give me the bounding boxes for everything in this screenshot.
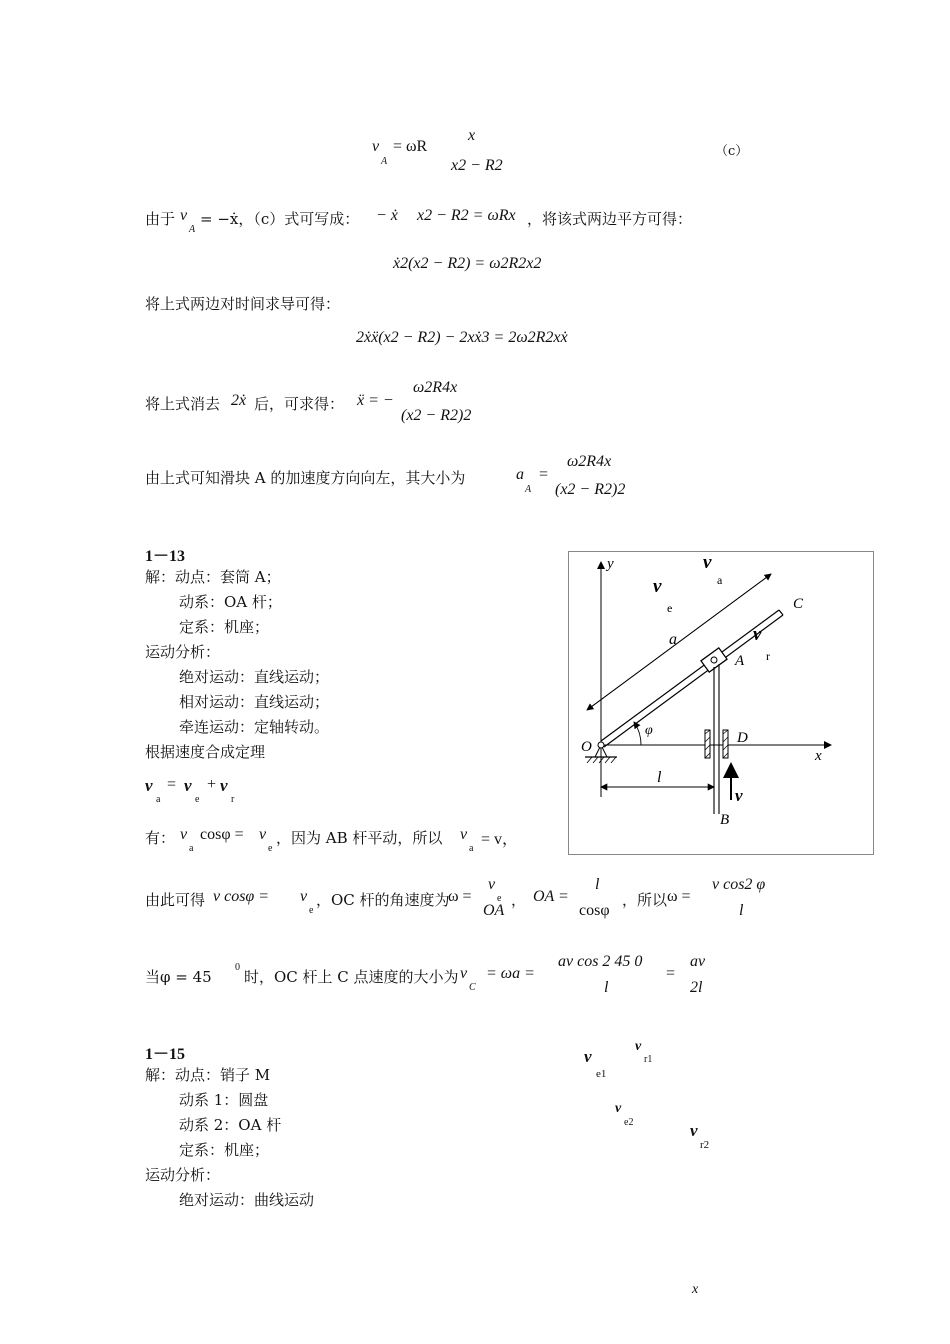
label-x: x [815, 748, 822, 764]
sec13-line: 绝对运动：直线运动； [179, 668, 330, 686]
acc-num: ω2R4x [567, 453, 612, 470]
label-b: B [720, 812, 730, 828]
sec13-line: 根据速度合成定理 [145, 743, 266, 761]
guide-d [705, 730, 728, 758]
label-phi: φ [645, 723, 653, 738]
sec13-line: 定系：机座； [179, 618, 270, 636]
label-ve2-sub: e2 [624, 1117, 634, 1128]
label-d: D [737, 730, 748, 746]
cancel-p3: 后，可求得： [254, 395, 345, 413]
line2-part3: − ẋ [376, 207, 398, 224]
final-f2n: av [690, 953, 706, 970]
have-p2: cosφ = [200, 826, 244, 843]
derive-p5: ，所以 [622, 891, 668, 909]
label-a-point: A [735, 653, 745, 669]
derive-ves: e [309, 905, 314, 916]
label-vr2-sub: r2 [700, 1139, 710, 1151]
line2-v-sub: A [189, 224, 196, 235]
label-vr1: v [635, 1039, 642, 1054]
sec13-line: 动系：OA 杆； [179, 593, 282, 611]
sec13-line: 相对运动：直线运动； [179, 693, 330, 711]
eq-square: ẋ2(x2 − R2) = ω2R2x2 [393, 255, 542, 272]
vsum-vr: v [220, 776, 228, 795]
vsum-vr-sub: r [231, 794, 235, 805]
angle-phi-arc [634, 722, 641, 745]
have-v1: v [180, 826, 188, 843]
derive-p1: 由此可得 [145, 891, 206, 909]
cancel-num: ω2R4x [413, 379, 458, 396]
line2-part4: x2 − R2 = ωRx [417, 207, 516, 224]
label-o: O [581, 739, 592, 755]
label-vr1-sub: r1 [644, 1054, 653, 1065]
pivot-o [598, 742, 604, 748]
derive-w2: ω = [667, 888, 691, 905]
have-p4: = v， [481, 831, 519, 848]
label-vr2: v [690, 1121, 698, 1140]
have-p1: 有： [145, 829, 176, 847]
vsum-ve: v [184, 776, 192, 795]
mechanism-diagram [569, 552, 873, 854]
derive-w: ω = [448, 888, 472, 905]
label-ve-sub: e [667, 601, 673, 615]
vsum-eq: = [167, 776, 177, 793]
derive-f2n: l [595, 876, 600, 893]
sec15-line: 解：动点：销子 M [145, 1066, 271, 1084]
cancel-den: (x2 − R2)2 [401, 407, 472, 424]
acc-eq: = [539, 466, 549, 483]
final-p1: 当φ = 45 [145, 968, 212, 986]
derive-f1ns: e [497, 893, 502, 904]
derive-f1d: OA [483, 902, 505, 919]
sec15-line: 绝对运动：曲线运动 [179, 1191, 315, 1209]
line2-v: v [180, 207, 188, 224]
derive-ve: v [300, 888, 308, 905]
label-l-length: l [657, 769, 662, 786]
section-1-15-title: 1－15 [145, 1046, 186, 1063]
have-p3: ，因为 AB 杆平动，所以 [276, 829, 443, 847]
label-va: v [703, 552, 712, 573]
label-ve1: v [584, 1047, 592, 1066]
final-p2: 时，OC 杆上 C 点速度的大小为 [244, 968, 459, 986]
final-f1n: av cos 2 45 0 [558, 953, 643, 970]
final-vc: v [460, 965, 468, 982]
cancel-p1: 将上式消去 [145, 395, 221, 413]
final-p1s: 0 [235, 962, 240, 973]
label-v: v [735, 786, 743, 805]
final-vcs: C [469, 982, 476, 993]
final-f1d: l [604, 979, 609, 996]
sec15-line: 运动分析： [145, 1166, 221, 1184]
eq-derivative: 2ẋẍ(x2 − R2) − 2xẋ3 = 2ω2R2xẋ [356, 329, 568, 346]
figure-1-13 [568, 551, 874, 855]
label-vr: v [753, 624, 762, 645]
acc-a-sub: A [525, 484, 532, 495]
section-1-13-title: 1－13 [145, 548, 186, 565]
cancel-p2: 2ẋ [231, 392, 247, 409]
final-eq: = [666, 965, 676, 982]
derive-f3d: l [739, 902, 744, 919]
sec13-line: 解：动点：套筒 A； [145, 568, 281, 586]
sec15-line: 定系：机座； [179, 1141, 270, 1159]
line-derivative-intro: 将上式两边对时间求导可得： [145, 295, 341, 313]
derive-p2: v cosφ = [213, 888, 270, 905]
vsum-va-sub: a [156, 794, 161, 805]
acc-den: (x2 − R2)2 [555, 481, 626, 498]
final-f2d: 2l [690, 979, 703, 996]
line2-part5: ，将该式两边平方可得： [527, 210, 693, 228]
line2-part2: = −ẋ，（c）式可写成： [200, 210, 360, 228]
label-a-length: a [669, 631, 677, 648]
label-c: C [793, 596, 804, 612]
have-v3s: a [469, 843, 474, 854]
derive-p4: ， [511, 891, 527, 909]
label-y: y [607, 556, 614, 572]
sec15-line: 动系 2：OA 杆 [179, 1116, 282, 1134]
vsum-ve-sub: e [195, 794, 200, 805]
have-v2: v [259, 826, 267, 843]
eq-c-lhs: v [372, 138, 380, 155]
label-ve: v [653, 576, 662, 597]
sec13-line: 牵连运动：定轴转动。 [179, 718, 330, 736]
eq-c-omega-r: = ωR [393, 138, 428, 155]
vsum-va: v [145, 776, 153, 795]
derive-f3n: v cos2 φ [712, 876, 766, 893]
label-va-sub: a [717, 573, 723, 587]
cancel-lhs: ẍ = − [357, 392, 394, 409]
footer-x: x [692, 1282, 699, 1297]
eq-c-tag: （c） [715, 144, 749, 159]
have-v3: v [460, 826, 468, 843]
acc-text: 由上式可知滑块 A 的加速度方向向左，其大小为 [145, 469, 466, 487]
derive-f2d: cosφ [579, 902, 610, 919]
eq-c-denominator: x2 − R2 [451, 157, 503, 174]
have-v1s: a [189, 843, 194, 854]
final-p3: = ωa = [486, 965, 535, 982]
line2-prefix: 由于 [145, 210, 176, 228]
label-ve2: v [615, 1101, 622, 1116]
eq-c-numerator: x [468, 127, 476, 144]
derive-p3: ，OC 杆的角速度为 [316, 891, 450, 909]
acc-a: a [516, 466, 524, 483]
sec13-line: 运动分析： [145, 643, 221, 661]
sec15-line: 动系 1：圆盘 [179, 1091, 269, 1109]
derive-oa: OA = [533, 888, 569, 905]
label-ve1-sub: e1 [596, 1068, 607, 1080]
vsum-plus: + [207, 776, 217, 793]
eq-c-lhs-sub: A [381, 156, 388, 167]
have-v2s: e [268, 843, 273, 854]
label-vr-sub: r [766, 649, 770, 663]
derive-f1n: v [488, 876, 496, 893]
